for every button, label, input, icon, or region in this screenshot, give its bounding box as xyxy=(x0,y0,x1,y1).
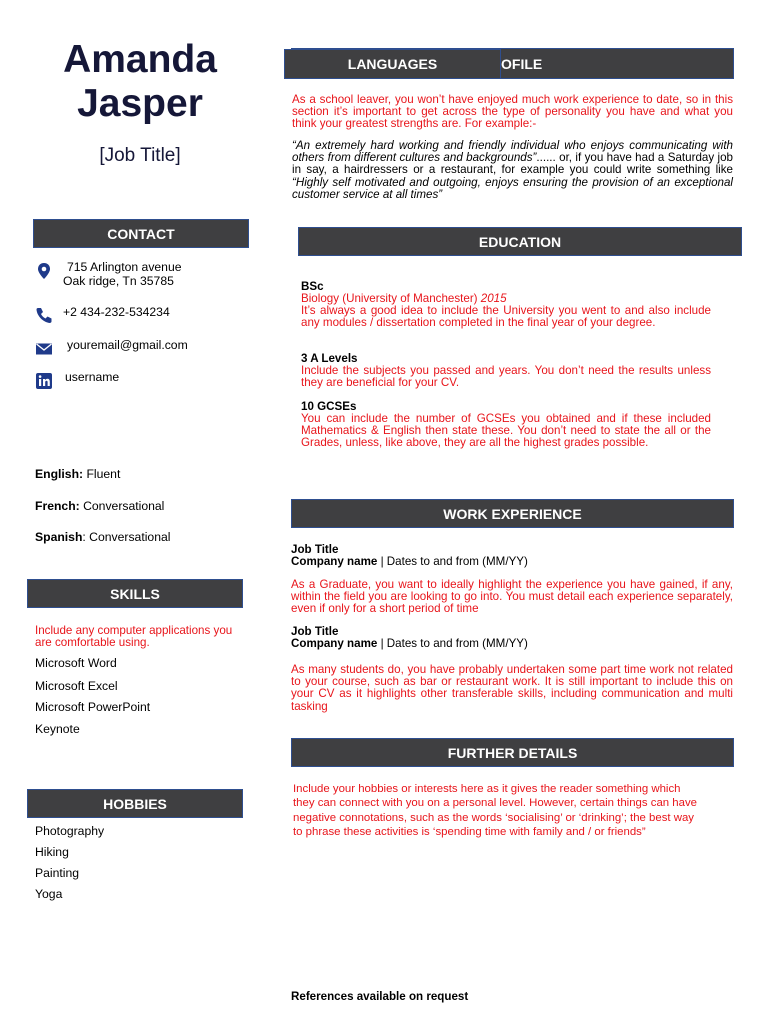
language-level: : Conversational xyxy=(82,530,171,544)
edu-gcse-title: 10 GCSEs xyxy=(301,400,357,413)
hobby-item: Hiking xyxy=(35,845,69,859)
language-spanish xyxy=(35,530,170,544)
language-level: Fluent xyxy=(83,467,121,481)
work-job-title: Job Title xyxy=(291,543,339,556)
address-line-2: Oak ridge, Tn 35785 xyxy=(63,274,174,288)
languages-section-header xyxy=(284,49,501,79)
edu-bsc-year: 2015 xyxy=(480,292,507,305)
work-dates: | Dates to and from (MM/YY) xyxy=(377,555,528,568)
work-company-line xyxy=(291,637,528,650)
linkedin-username: username xyxy=(65,370,120,384)
skills-header-label: SKILLS xyxy=(110,585,160,602)
edu-bsc-course-name: Biology (University of Manchester) xyxy=(301,292,481,305)
profile-quote-1: “An extremely hard working and friendly individual who enjoys communicating with others from different cultures and backgrounds” xyxy=(292,139,733,165)
profile-paragraph-1: As a school leaver, you won’t have enjoyed much work experience to date, so in this section it’s important to get across the type of personality you have and what you think your greatest strengths are. For example:- xyxy=(292,93,733,131)
address-line-1: 715 Arlington avenue xyxy=(67,260,182,274)
phone-icon xyxy=(35,306,53,324)
language-english xyxy=(35,467,120,481)
location-pin-icon xyxy=(35,262,53,280)
linkedin-icon xyxy=(35,372,53,390)
skills-section-header xyxy=(27,579,243,608)
edu-alevels-desc: Include the subjects you passed and years. You don’t need the results unless they are beneficial for your CV. xyxy=(301,364,711,390)
hobby-item: Photography xyxy=(35,824,105,838)
hobby-item: Yoga xyxy=(35,887,63,901)
profile-quote-2: “Highly self motivated and outgoing, enjoys ensuring the provision of an exceptional customer service at all times” xyxy=(292,175,733,201)
further-header-label: FURTHER DETAILS xyxy=(447,744,578,761)
education-section-header xyxy=(298,227,742,256)
skill-item: Microsoft Excel xyxy=(35,679,118,693)
profile-header-label: OFILE xyxy=(501,55,543,72)
work-desc: As a Graduate, you want to ideally highlight the experience you have gained, if any, within the field you are looking to go into. You must detail each experience separately, even if only for a short period of time xyxy=(291,578,733,616)
language-name: English: xyxy=(35,467,84,481)
further-line: they can connect with you on a personal level. However, certain things can have xyxy=(293,797,697,810)
phone-number: +2 434-232-534234 xyxy=(63,305,170,319)
work-company: Company name xyxy=(291,637,378,650)
education-header-label: EDUCATION xyxy=(478,233,562,250)
further-line: Include your hobbies or interests here as it gives the reader something which xyxy=(293,783,681,795)
work-header-label: WORK EXPERIENCE xyxy=(443,505,582,522)
edu-gcse-desc: You can include the number of GCSEs you obtained and if these included Mathematics & English then state these. You don’t need to state the all or the Grades, unless, like above, they are all the highest grades possible. xyxy=(301,412,711,450)
contact-section-header xyxy=(33,219,249,248)
language-french xyxy=(35,499,164,513)
skill-item: Microsoft PowerPoint xyxy=(35,700,151,714)
work-section-header xyxy=(291,499,734,528)
language-name: French: xyxy=(35,499,80,513)
email-icon xyxy=(35,340,53,358)
work-company: Company name xyxy=(291,555,378,568)
hobbies-header-label: HOBBIES xyxy=(103,795,167,812)
further-line: to phrase these activities is ‘spending time with family and / or friends” xyxy=(293,826,646,839)
edu-bsc-title: BSc xyxy=(301,280,324,293)
further-details-text xyxy=(293,782,743,840)
language-level: Conversational xyxy=(79,499,165,513)
skill-item: Microsoft Word xyxy=(35,656,117,670)
further-section-header xyxy=(291,738,734,767)
references-footer: References available on request xyxy=(291,990,469,1003)
hobby-item: Painting xyxy=(35,866,80,880)
language-name: Spanish xyxy=(35,530,83,544)
work-desc: As many students do, you have probably undertaken some part time work not related to your course, such as bar or restaurant work. It is still important to include this on your CV as it highlights other transferable skills, including communication and multi tasking xyxy=(291,663,733,713)
hobbies-section-header xyxy=(27,789,243,818)
profile-mid-text: ...... or, if you have had a Saturday job in say, a hairdressers or a restaurant, for example you could write something like xyxy=(292,151,733,177)
email-address: youremail@gmail.com xyxy=(67,338,188,352)
work-company-line xyxy=(291,555,528,568)
edu-alevels-title: 3 A Levels xyxy=(301,352,358,365)
last-name: Jasper xyxy=(77,82,203,125)
first-name: Amanda xyxy=(63,38,217,81)
profile-paragraph-2 xyxy=(292,140,733,201)
work-job-title: Job Title xyxy=(291,625,339,638)
skill-item: Keynote xyxy=(35,722,80,736)
skills-intro: Include any computer applications you are comfortable using. xyxy=(35,624,233,650)
job-title: [Job Title] xyxy=(99,145,181,166)
edu-bsc-desc: It’s always a good idea to include the University you went to and also include any modules / dissertation completed in the final year of your degree. xyxy=(301,304,711,330)
languages-header-label: LANGUAGES xyxy=(347,56,438,72)
work-dates: | Dates to and from (MM/YY) xyxy=(377,637,528,650)
contact-header-label: CONTACT xyxy=(107,225,175,242)
further-line: negative connotations, such as the words ‘socialising’ or ‘drinking’; the best way xyxy=(293,811,694,824)
